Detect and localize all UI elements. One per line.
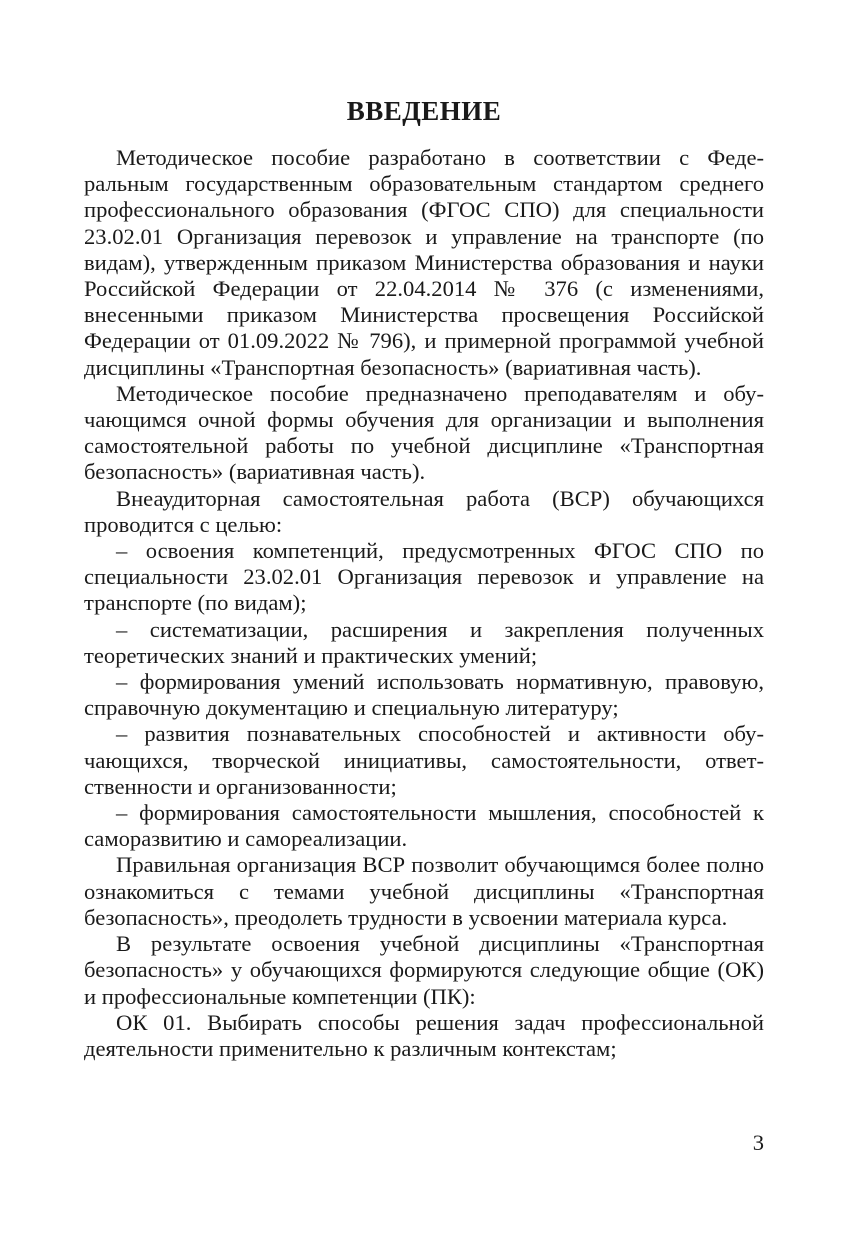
paragraph-competencies-intro: В результате освоения учебной дисциплины «Транспортная безопасность» у обучающихся формируются следующие общие (ОК) и профессиональные компетенции (ПК): <box>84 931 764 1009</box>
list-item-competencies: – освоения компетенций, предусмотренных ФГОС СПО по специальности 23.02.01 Организация перевозок и управление на транспорте (по видам); <box>84 538 764 616</box>
paragraph-intro: Методическое пособие разработано в соответствии с Федеральным государственным образовательным стандартом среднего профессионального образования (ФГОС СПО) для специальности 23.02.01 Организация перевозок и управление на транспорте (по видам), утвержденным приказом Министерства образования и науки Российской Федерации от 22.04.2014 № 376 (с изменениями, внесенными приказом Министерства просвещения Российской Федерации от 01.09.2022 № 796), и примерной программой учебной дисциплины «Транспортная безопасность» (вариативная часть). <box>84 145 764 380</box>
list-item-systematization: – систематизации, расширения и закрепления полученных теоретических знаний и практических умений; <box>84 616 764 668</box>
paragraph-purpose: Методическое пособие предназначено преподавателям и обучающимся очной формы обучения для организации и выполнения самостоятельной работы по учебной дисциплине «Транспортная безопасность» (вариативная часть). <box>84 380 764 485</box>
page-number: 3 <box>752 1130 764 1155</box>
list-item-development: – развития познавательных способностей и активности обучающихся, творческой инициативы, самостоятельности, ответственности и организованности; <box>84 721 764 799</box>
paragraph-ok01: ОК 01. Выбирать способы решения задач профессиональной деятельности применительно к различным контекстам; <box>84 1009 764 1061</box>
paragraph-vsr-goal: Внеаудиторная самостоятельная работа (ВСР) обучающихся проводится с целью: <box>84 485 764 537</box>
list-item-skills: – формирования умений использовать нормативную, правовую, справочную документацию и специальную литературу; <box>84 669 764 721</box>
page-title: ВВЕДЕНИЕ <box>346 96 502 126</box>
paragraph-organization: Правильная организация ВСР позволит обучающимся более полно ознакомиться с темами учебной дисциплины «Транспортная безопасность», преодолеть трудности в усвоении материала курса. <box>84 852 764 930</box>
list-item-thinking: – формирования самостоятельности мышления, способностей к саморазвитию и самореализации. <box>84 800 764 852</box>
page-body <box>84 95 764 1062</box>
